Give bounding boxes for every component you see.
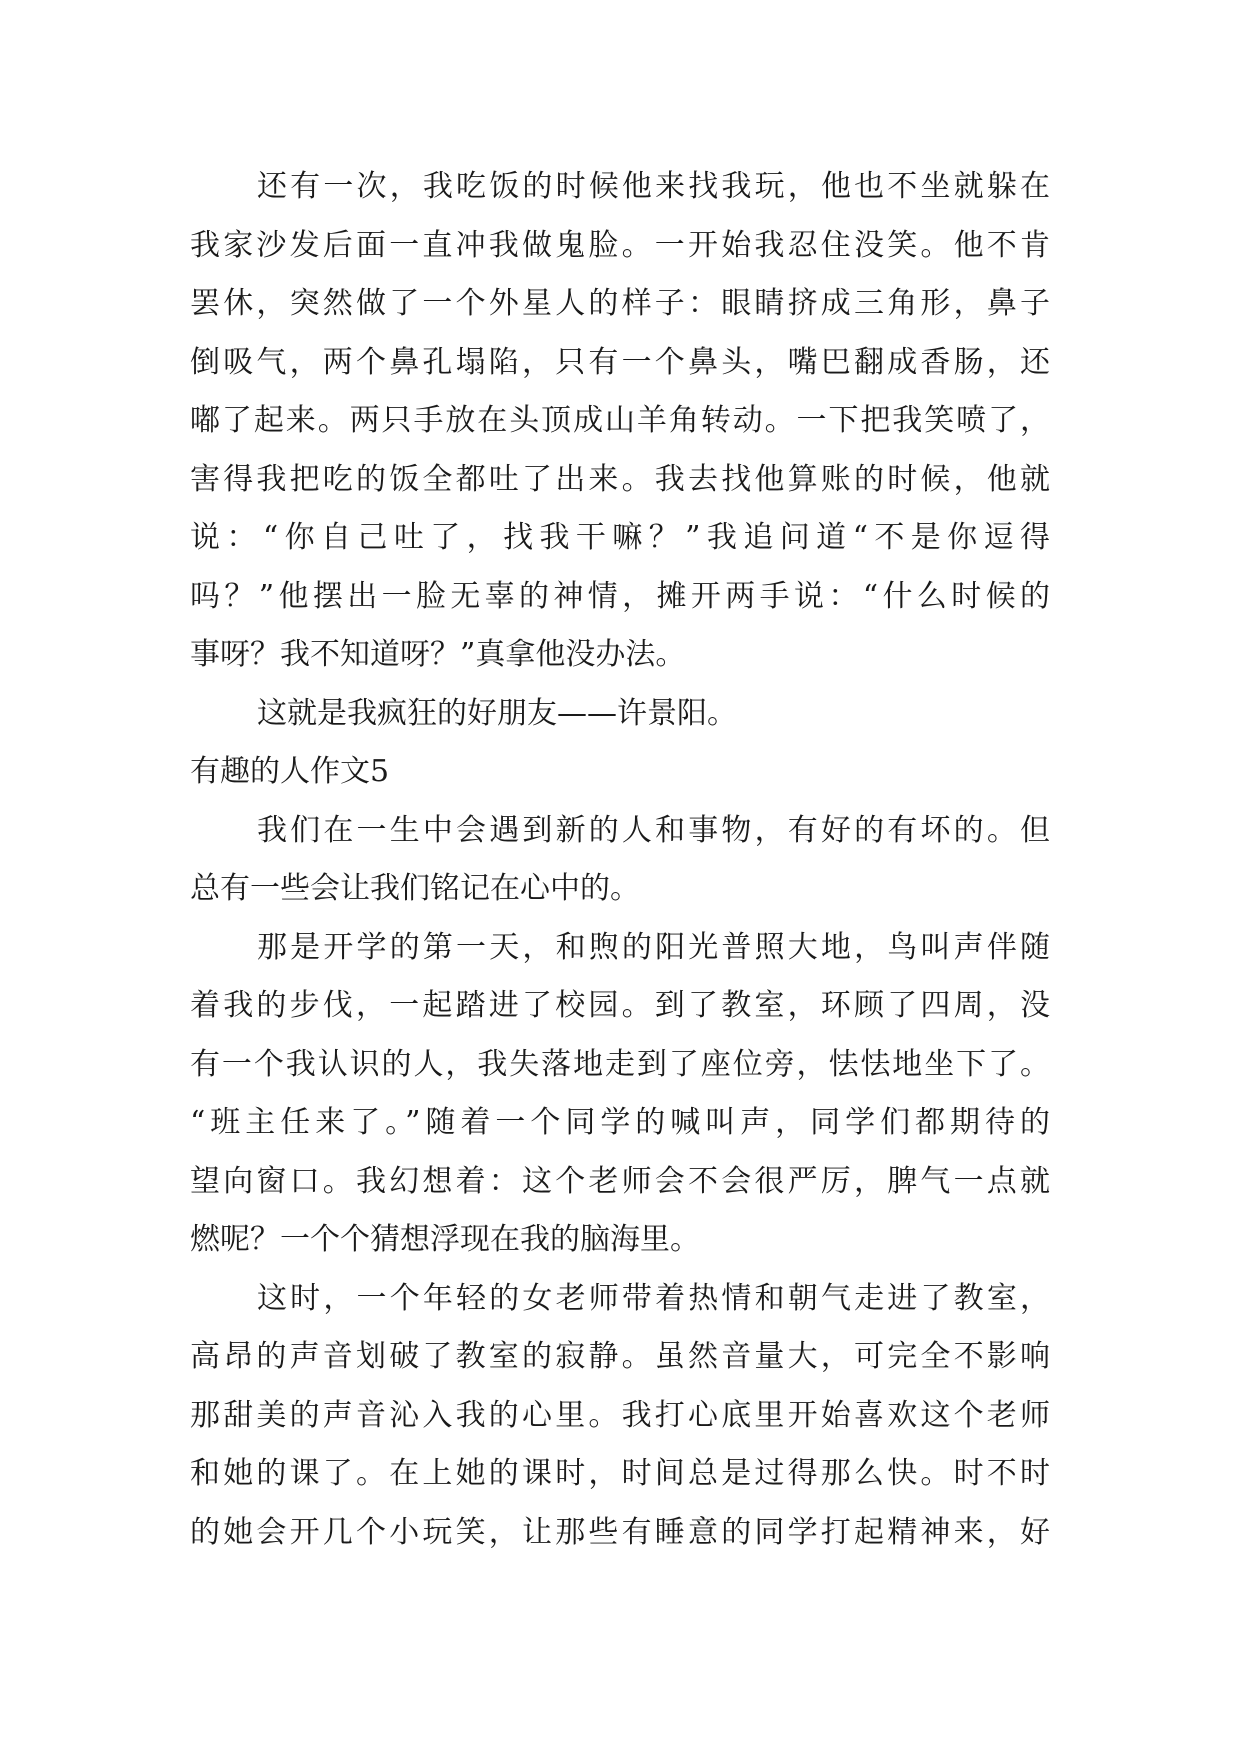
paragraph-line: 害得我把吃的饭全都吐了出来。我去找他算账的时候，他就: [190, 461, 1050, 497]
paragraph-line: 嘟了起来。两只手放在头顶成山羊角转动。一下把我笑喷了，: [190, 403, 1050, 438]
paragraph-line: 倒吸气，两个鼻孔塌陷，只有一个鼻头，嘴巴翻成香肠，还: [190, 344, 1050, 380]
paragraph-line: 事呀？我不知道呀？”真拿他没办法。: [190, 637, 686, 672]
paragraph-line: 望向窗口。我幻想着：这个老师会不会很严厉，脾气一点就: [190, 1163, 1050, 1199]
paragraph-line: 有一个我认识的人，我失落地走到了座位旁，怯怯地坐下了。: [190, 1046, 1050, 1082]
paragraph-line: 总有一些会让我们铭记在心中的。: [190, 871, 640, 906]
paragraph-line: 我家沙发后面一直冲我做鬼脸。一开始我忍住没笑。他不肯: [190, 227, 1050, 263]
paragraph-line: 和她的课了。在上她的课时，时间总是过得那么快。时不时: [190, 1456, 1050, 1491]
paragraph-line: 高昂的声音划破了教室的寂静。虽然音量大，可完全不影响: [190, 1339, 1050, 1374]
paragraph-line: 说：“你自己吐了，找我干嘛？”我追问道“不是你逗得: [190, 520, 1050, 555]
paragraph-line: 罢休，突然做了一个外星人的样子：眼睛挤成三角形，鼻子: [190, 286, 1050, 321]
paragraph-line: 我们在一生中会遇到新的人和事物，有好的有坏的。但: [257, 812, 1050, 848]
paragraph-line: 着我的步伐，一起踏进了校园。到了教室，环顾了四周，没: [190, 988, 1050, 1023]
paragraph-line: 那甜美的声音沁入我的心里。我打心底里开始喜欢这个老师: [190, 1397, 1050, 1433]
paragraph-line: 这时，一个年轻的女老师带着热情和朝气走进了教室，: [257, 1280, 1050, 1316]
paragraph-line: “班主任来了。”随着一个同学的喊叫声，同学们都期待的: [190, 1105, 1050, 1140]
essay-title: 有趣的人作文5: [190, 754, 390, 789]
paragraph-line: 燃呢？一个个猜想浮现在我的脑海里。: [190, 1222, 700, 1257]
essay-body: [190, 158, 1050, 1562]
paragraph-line: 吗？”他摆出一脸无辜的神情，摊开两手说：“什么时候的: [190, 578, 1050, 614]
paragraph-line: 的她会开几个小玩笑，让那些有睡意的同学打起精神来，好: [190, 1514, 1050, 1550]
paragraph-line: 这就是我疯狂的好朋友——许景阳。: [257, 695, 737, 731]
paragraph-line: 那是开学的第一天，和煦的阳光普照大地，鸟叫声伴随: [257, 929, 1050, 965]
paragraph-line: 还有一次，我吃饭的时候他来找我玩，他也不坐就躲在: [257, 169, 1050, 204]
